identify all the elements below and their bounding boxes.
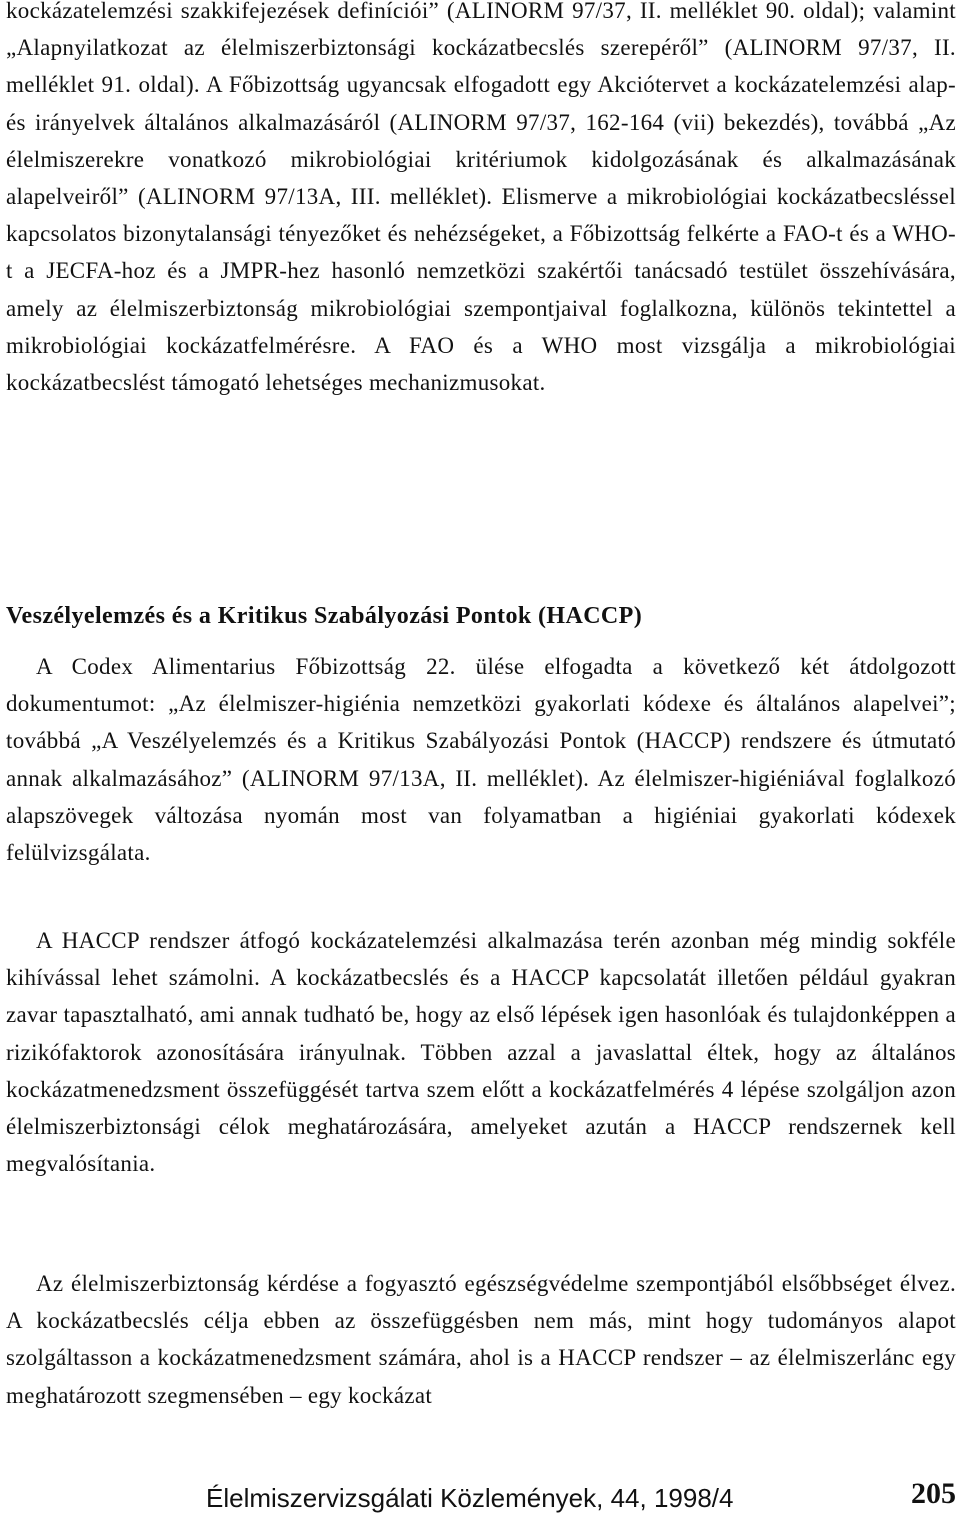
- page-number: 205: [911, 1477, 956, 1510]
- body-paragraph-2: A Codex Alimentarius Főbizottság 22. ülése elfogadta a következő két átdolgozott dokumentumot: „Az élelmiszer-higiénia nemzetközi gyakorlati kódexe és általános alapelvei”; továbbá „A Veszélyelemzés és a Kritikus Szabályozási Pontok (HACCP) rendszere és útmutató annak alkalmazásához” (ALINORM 97/13A, II. melléklet). Az élelmiszer-higiéniával foglalkozó alapszövegek változása nyomán most van folyamatban a higiéniai gyakorlati kódexek felülvizsgálata.: [6, 654, 956, 866]
- body-paragraph-3: A HACCP rendszer átfogó kockázatelemzési alkalmazása terén azonban még mindig sokféle kihívással lehet számolni. A kockázatbecslés és a HACCP kapcsolatát illetően például gyakran zavar tapasztalható, ami annak tudható be, hogy az első lépések igen hasonlóak és tulajdonképpen a rizikófaktorok azonosítására irányulnak. Többen azzal a javaslattal éltek, hogy az általános kockázatmenedzsment összefüggését tartva szem előtt a kockázatfelmérés 4 lépése szolgáljon azon élelmiszerbiztonsági célok meghatározására, amelyeket azután a HACCP rendszernek kell megvalósítania.: [6, 928, 956, 1177]
- body-paragraph-4: Az élelmiszerbiztonság kérdése a fogyasztó egészségvédelme szempontjából elsőbbséget élvez. A kockázatbecslés célja ebben az összefüggésben nem más, mint hogy tudományos alapot szolgáltasson a kockázatmenedzsment számára, ahol is a HACCP rendszer – az élelmiszerlánc egy meghatározott szegmensében – egy kockázat: [6, 1271, 956, 1408]
- body-paragraph-1: kockázatelemzési szakkifejezések definíciói” (ALINORM 97/37, II. melléklet 90. oldal); valamint „Alapnyilatkozat az élelmiszerbiztonsági kockázatbecslés szerepéről” (ALINORM 97/37, II. melléklet 91. oldal). A Főbizottság ugyancsak elfogadott egy Akciótervet a kockázatelemzési alap- és irányelvek általános alkalmazásáról (ALINORM 97/37, 162-164 (vii) bekezdés), továbbá „Az élelmiszerekre vonatkozó mikrobiológiai kritériumok kidolgozásának és alkalmazásának alapelveiről” (ALINORM 97/13A, III. melléklet). Elismerve a mikrobiológiai kockázatbecsléssel kapcsolatos bizonytalansági tényezőket és nehézségeket, a Főbizottság felkérte a FAO-t és a WHO-t a JECFA-hoz és a JMPR-hez hasonló nemzetközi szakértői tanácsadó testület összehívására, amely az élelmiszerbiztonság mikrobiológiai szempontjaival foglalkozna, különös tekintettel a mikrobiológiai kockázatfelmérésre. A FAO és a WHO most vizsgálja a mikrobiológiai kockázatbecslést támogató lehetséges mechanizmusokat.: [6, 0, 956, 396]
- section-heading: Veszélyelemzés és a Kritikus Szabályozási Pontok (HACCP): [6, 603, 643, 629]
- page-footer: [0, 1477, 960, 1516]
- journal-citation: Élelmiszervizsgálati Közlemények, 44, 1998/4: [206, 1483, 734, 1513]
